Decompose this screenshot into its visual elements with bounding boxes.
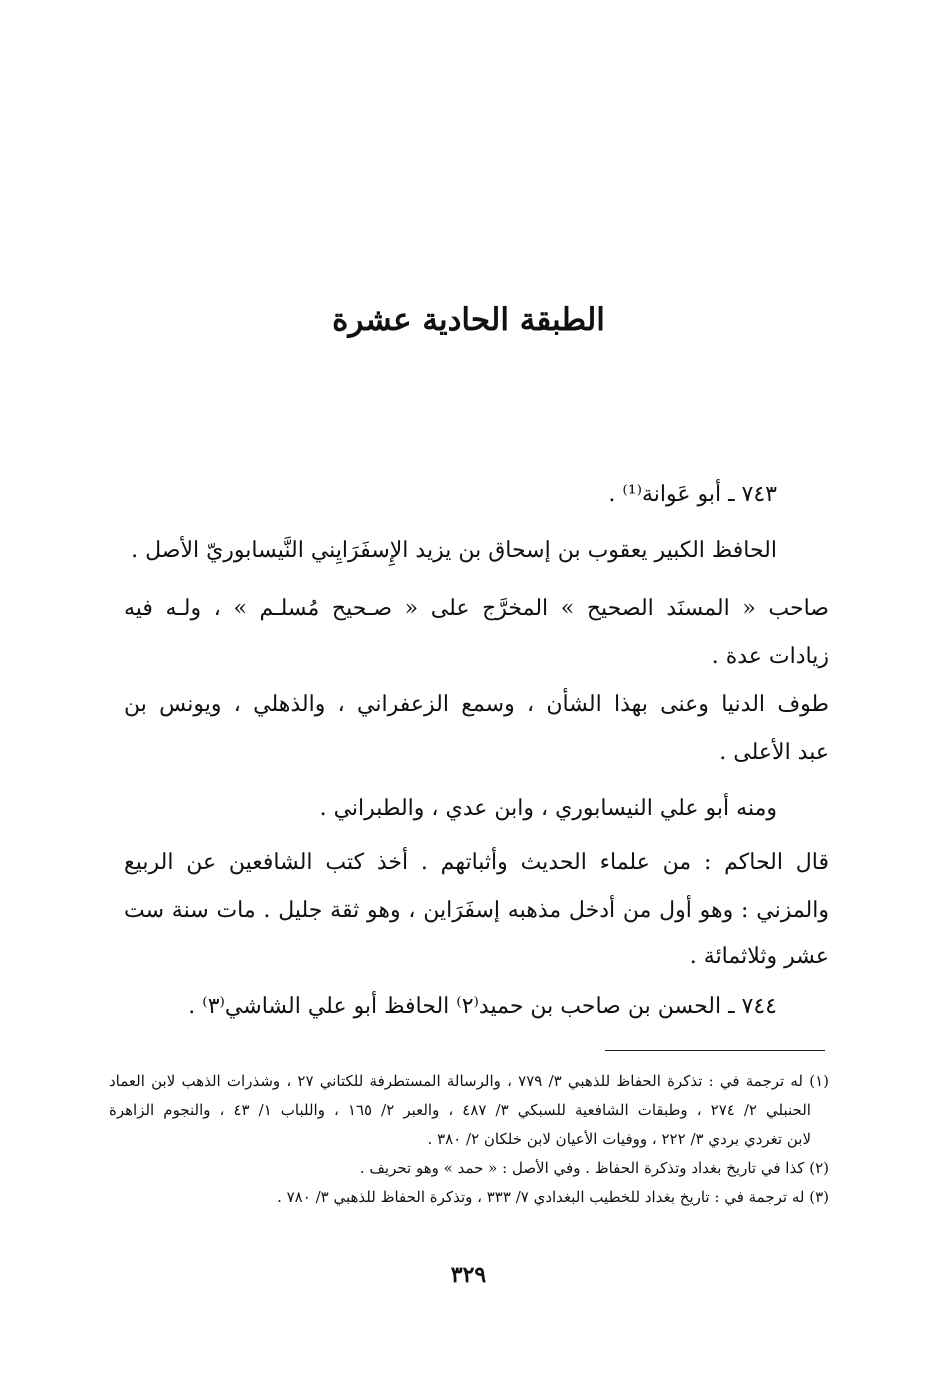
footnote-1-line: لابن تغردي بردي ٣/ ٢٢٢ ، ووفيات الأعيان لابن خلكان ٢/ ٣٨٠ .	[427, 1130, 811, 1148]
body-line: ومنه أبو علي النيسابوري ، وابن عدي ، والطبراني .	[319, 796, 777, 821]
body-line: الحافظ الكبير يعقوب بن إسحاق بن يزيد الإِسفَرَايِني النَّيسابوريّ الأصل .	[131, 538, 777, 563]
body-line: والمزني : وهو أول من أدخل مذهبه إسفَرَاين ، وهو ثقة جليل . مات سنة ست	[124, 898, 829, 923]
footnote-2: (٢) كذا في تاريخ بغداد وتذكرة الحفاظ . وفي الأصل : « حمد » وهو تحريف .	[359, 1159, 829, 1177]
entry-743-heading: ٧٤٣ ـ أبو عَوانة⁽¹⁾ .	[608, 482, 777, 507]
footnote-3: (٣) له ترجمة في : تاريخ بغداد للخطيب البغدادي ٧/ ٣٣٣ ، وتذكرة الحفاظ للذهبي ٣/ ٧٨٠ .	[277, 1188, 829, 1206]
body-line: طوف الدنيا وعنى بهذا الشأن ، وسمع الزعفراني ، والذهلي ، ويونس بن	[124, 692, 829, 717]
body-line: عشر وثلاثمائة .	[689, 944, 829, 969]
footnote-separator	[605, 1050, 825, 1051]
body-line: زيادات عدة .	[711, 644, 829, 669]
footnote-1-line: (١) له ترجمة في : تذكرة الحفاظ للذهبي ٣/ ٧٧٩ ، والرسالة المستطرفة للكتاني ٢٧ ، وشذرات الذهب لابن العماد	[109, 1072, 829, 1090]
footnote-1-line: الحنبلي ٢/ ٢٧٤ ، وطبقات الشافعية للسبكي ٣/ ٤٨٧ ، والعبر ٢/ ١٦٥ ، واللباب ١/ ٤٣ ، والنجوم الزاهرة	[109, 1101, 811, 1119]
body-line: عبد الأعلى .	[719, 740, 829, 765]
chapter-title: الطبقة الحادية عشرة	[332, 302, 605, 338]
body-line: قال الحاكم : من علماء الحديث وأثباتهم . أخذ كتب الشافعين عن الربيع	[124, 850, 829, 875]
entry-744-heading: ٧٤٤ ـ الحسن بن صاحب بن حميد⁽٢⁾ الحافظ أبو علي الشاشي⁽٣⁾ .	[188, 994, 777, 1019]
body-line: صاحب « المسنَد الصحيح » المخرَّج على « صـحيح مُسلـم » ، ولـه فيه	[124, 596, 829, 621]
page-number: ٣٢٩	[450, 1262, 487, 1288]
